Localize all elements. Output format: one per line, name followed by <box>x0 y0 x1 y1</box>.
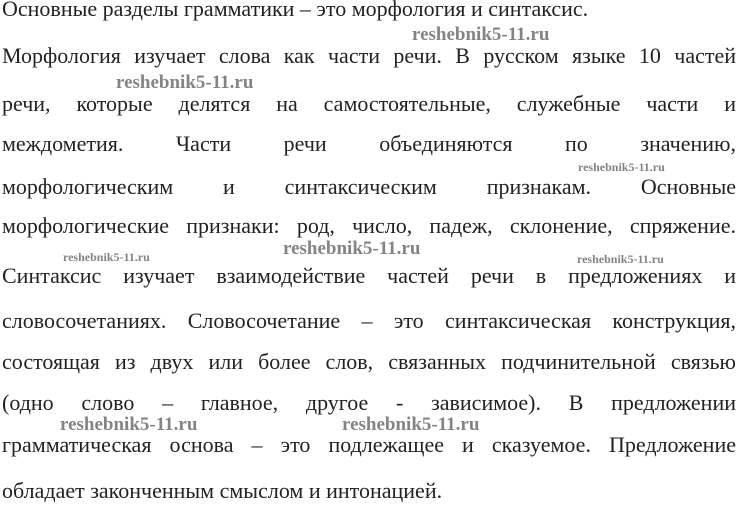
text-line-7: Синтаксис изучает взаимодействие частей речи в предложениях и <box>2 263 736 288</box>
text-line-11: грамматическая основа – это подлежащее и сказуемое. Предложение <box>2 432 736 457</box>
watermark: reshebnik5-11.ru <box>63 250 150 264</box>
text-line-3: речи, которые делятся на самостоятельные, служебные части и <box>2 91 736 116</box>
text-line-6: морфологические признаки: род, число, падеж, склонение, спряжение. <box>2 213 736 238</box>
text-line-2: Морфология изучает слова как части речи. В русском языке 10 частей <box>2 43 736 68</box>
watermark: reshebnik5-11.ru <box>578 160 665 174</box>
watermark: reshebnik5-11.ru <box>116 72 254 93</box>
text-line-1: Основные разделы грамматики – это морфология и синтаксис. <box>2 0 589 21</box>
watermark: reshebnik5-11.ru <box>60 414 198 435</box>
text-line-12: обладает законченным смыслом и интонацией. <box>2 478 443 503</box>
text-line-4: междометия. Части речи объединяются по значению, <box>2 131 736 156</box>
watermark: reshebnik5-11.ru <box>283 238 421 259</box>
text-line-9: состоящая из двух или более слов, связанных подчинительной связью <box>2 349 736 374</box>
watermark: reshebnik5-11.ru <box>412 24 550 45</box>
text-line-5: морфологическим и синтаксическим признакам. Основные <box>2 174 736 199</box>
watermark: reshebnik5-11.ru <box>342 414 480 435</box>
text-line-8: словосочетаниях. Словосочетание – это синтаксическая конструкция, <box>2 308 736 333</box>
watermark: reshebnik5-11.ru <box>577 252 664 266</box>
text-line-10: (одно слово – главное, другое - зависимое). В предложении <box>2 390 736 415</box>
